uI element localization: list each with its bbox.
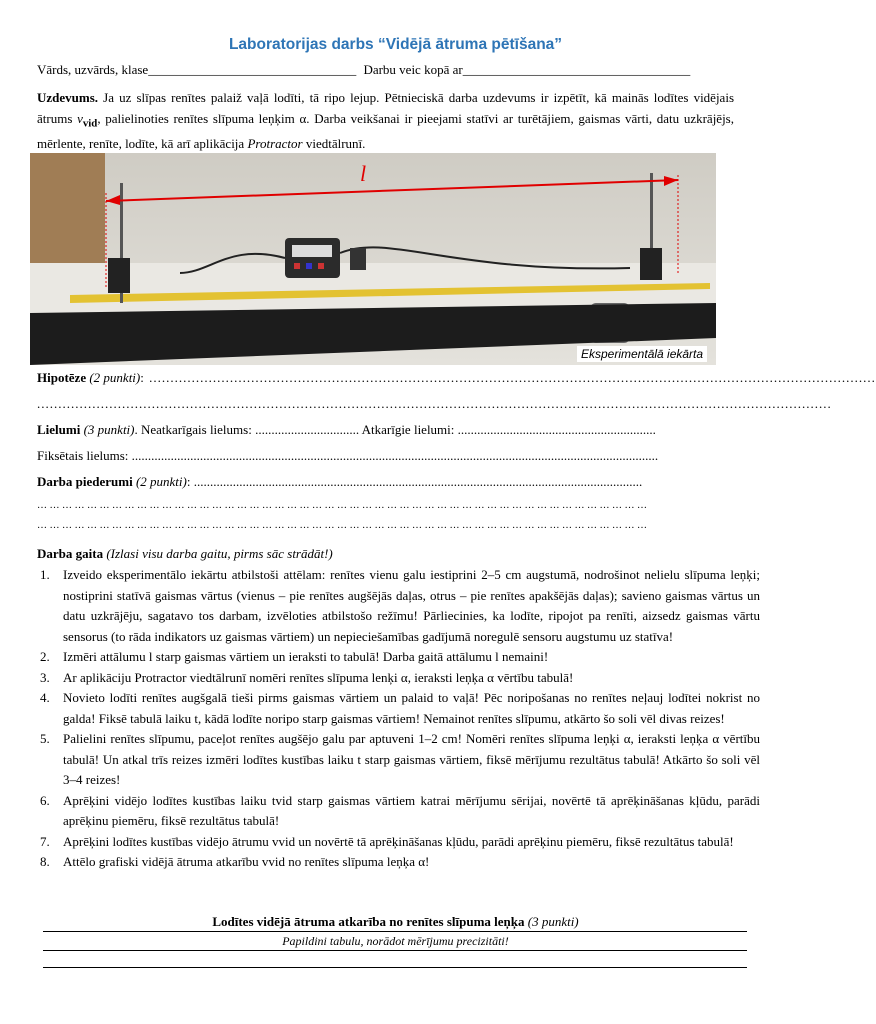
step-text: Novieto lodīti renītes augšgalā tieši pirms gaismas vārtiem un palaid to vaļā! Pēc noripošanas no renītes neļauj lodītei nokrist no galda! Fiksē tabulā laiku t, kādā lodīte noripo starp gaismas vārtiem! Nemainot renītes slīpumu, atkārto šo soli vēl divas reizes!	[63, 690, 760, 726]
equipment-dotline-2[interactable]: … … … … … … … … … … … … … … … … … … … … … … … … … … … … … … … … … … … … … … … … … … … … … … … … …	[37, 520, 647, 531]
step-text: Izmēri attālumu l starp gaismas vārtiem un ieraksti to tabulā! Darba gaitā attālumu l nemaini!	[63, 649, 549, 664]
hypothesis-points: (2 punkti)	[89, 370, 141, 385]
page-title: Laboratorijas darbs “Vidējā ātruma pētīšana”	[228, 36, 563, 53]
partner-blank[interactable]: ___________________________________	[462, 62, 691, 77]
task-paragraph	[37, 88, 734, 154]
procedure-note: (Izlasi visu darba gaitu, pirms sāc strādāt!)	[106, 546, 333, 561]
quantities-dots: . Neatkarīgais lielums: ................................ Atkarīgie lielumi: .............................................................	[134, 422, 656, 437]
step-number: 2.	[40, 649, 50, 664]
left-light-gate	[108, 258, 130, 293]
right-light-gate	[640, 248, 662, 280]
quantities-points: (3 punkti)	[83, 422, 135, 437]
length-label: l	[360, 161, 367, 186]
hypothesis-label: Hipotēze	[37, 370, 87, 385]
step-text: Aprēķini vidējo lodītes kustības laiku tvid starp gaismas vārtiem katrai mērījumu sērijai, novērtē tā aprēķināšanas kļūdu, parādi aprēķinu piemēru, fiksē rezultātus tabulā!	[63, 792, 760, 828]
equipment-dots: : ..........................................................................................................................................	[186, 474, 643, 489]
table-title-text: Lodītes vidējā ātruma atkarība no renītes slīpuma leņķa	[212, 914, 525, 929]
step-number: 4.	[40, 690, 50, 705]
step-number: 3.	[40, 669, 50, 685]
procedure-step	[40, 565, 760, 647]
step-text: Ar aplikāciju Protractor viedtālrunī nomēri renītes slīpuma lenķi α, ieraksti leņķa α vērtību tabulā!	[63, 669, 574, 685]
velocity-subscript: vid	[82, 117, 98, 130]
hypothesis-dots-2: ...........................................................................................................................................................................................	[37, 396, 832, 411]
table-note: Papildini tabulu, norādot mērījumu precizitāti!	[282, 934, 509, 948]
table-title	[0, 914, 791, 930]
partner-label: Darbu veic kopā ar	[363, 62, 463, 77]
hypothesis-dots: : ...........................................................................................................................................................................	[140, 370, 876, 385]
figure-caption: Eksperimentālā iekārta	[577, 346, 707, 362]
table-rule-mid	[43, 950, 747, 951]
step-number: 7.	[40, 833, 50, 849]
step-text: Palielini renītes slīpumu, paceļot renītes augšējo galu par aptuveni 1–2 cm! Nomēri renītes slīpuma leņķi α, ieraksti leņķa α vērtību tabulā! Un atkal trīs reizes izmēri lodītes kustības laiku t starp gaismas vārtiem, fiksē mērījumu rezultātus tabulā! Atkārto šo soli vēl 3–4 reizes!	[63, 731, 760, 787]
task-text-2: , palielinoties renītes slīpuma leņķim α. Darba veikšanai ir pieejami statīvi ar turētājiem, gaismas vārti, datu uzkrājējs, mērlente, renīte, lodīte, kā arī aplikācija	[37, 110, 734, 151]
quantities-line[interactable]	[37, 422, 733, 438]
velocity-symbol: v	[77, 110, 83, 126]
student-info-line	[37, 62, 733, 78]
quantities-label: Lielumi	[37, 422, 81, 437]
name-blank[interactable]: ________________________________	[148, 62, 357, 77]
procedure-step	[40, 647, 760, 668]
task-text-3: viedtālrunī.	[302, 135, 366, 151]
procedure-step	[40, 791, 760, 832]
equipment-points: (2 punkti)	[135, 474, 187, 489]
step-text: Izveido eksperimentālo iekārtu atbilstoši attēlam: renītes vienu galu iestiprini 2–5 cm augstumā, nodrošinot nelielu slīpuma leņķi; nostiprini statīvā gaismas vārtus (vienus – pie renītes augšējās daļas, otrus – pie renītes apakšējās daļas); savieno gaismas vārtus un datu uzkrājēju, sagatavo tos darbam, izvēloties atbilstošo režīmu! Pārliecinies, ka lodīte, ripojot pa renīti, aizsedz gaismas vārtu sensorus (to rāda indikators uz gaismas vārtiem) un nepieciešamības gadījumā noregulē sensoru augstumu uz statīva!	[63, 567, 760, 644]
experiment-illustration	[30, 153, 716, 365]
procedure-step	[40, 688, 760, 729]
equipment-dotline-1[interactable]: … … … … … … … … … … … … … … … … … … … … … … … … … … … … … … … … … … … … … … … … … … … … … … … … …	[37, 500, 647, 511]
procedure-step	[40, 832, 760, 853]
step-number: 1.	[40, 567, 50, 582]
step-number: 6.	[40, 792, 50, 808]
name-label: Vārds, uzvārds, klase	[37, 62, 149, 77]
task-label: Uzdevums.	[37, 90, 99, 105]
data-logger	[285, 238, 340, 278]
fixed-quantity: Fiksētais lielums: ..................................................................................................................................................................	[37, 448, 659, 463]
table-rule-bottom	[43, 967, 747, 968]
equipment-line[interactable]	[37, 474, 733, 490]
fixed-quantity-line[interactable]	[37, 448, 733, 464]
procedure-label: Darba gaita	[37, 546, 104, 561]
hypothesis-line[interactable]	[37, 370, 876, 386]
task-text-1: Ja uz slīpas renītes palaiž vaļā lodīti, tā ripo lejup. Pētnieciskā darba uzdevums ir izpētīt, kā mainās lodītes vidējais ātrums	[37, 90, 734, 126]
experiment-photo	[30, 153, 716, 365]
procedure-step	[40, 668, 760, 689]
table-rule-top	[43, 931, 747, 932]
procedure-step	[40, 852, 760, 873]
table-points: (3 punkti)	[527, 914, 579, 929]
procedure-heading	[37, 546, 733, 562]
equipment-label: Darba piederumi	[37, 474, 133, 489]
step-number: 8.	[40, 854, 50, 869]
procedure-list	[37, 565, 760, 873]
task-app-name: Protractor	[247, 135, 303, 151]
step-number: 5.	[40, 731, 50, 746]
step-text: Aprēķini lodītes kustības vidējo ātrumu vvid un novērtē tā aprēķināšanas kļūdu, parādi aprēķinu piemēru, fiksē rezultātus tabulā!	[63, 833, 734, 849]
procedure-step	[40, 729, 760, 791]
step-text: Attēlo grafiski vidējā ātruma atkarību vvid no renītes slīpuma leņķa α!	[63, 854, 430, 869]
hypothesis-line-2[interactable]	[37, 396, 832, 412]
